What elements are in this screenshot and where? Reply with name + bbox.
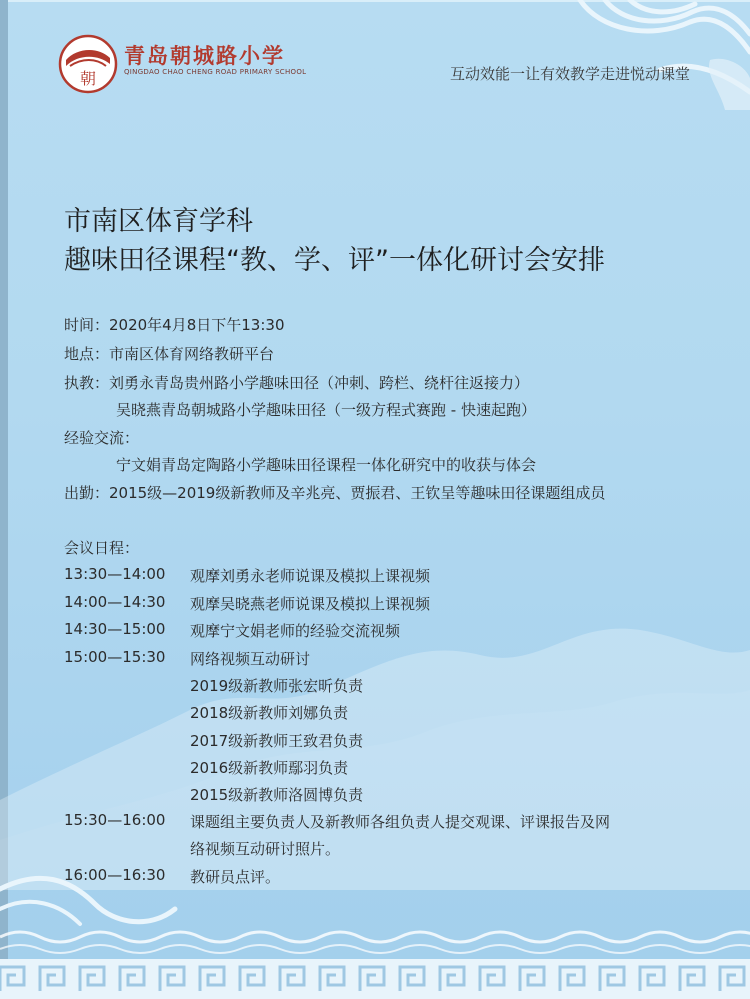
school-name-english: QINGDAO CHAO CHENG ROAD PRIMARY SCHOOL [124,68,307,76]
cloud-ornament-top [510,0,750,110]
info-time: 时间：2020年4月8日下午13:30 [64,316,285,334]
schedule-time: 14:30—15:00 [64,620,166,638]
schedule-time: 14:00—14:30 [64,593,166,611]
school-name: 青岛朝城路小学 [124,44,285,68]
schedule-text: 教研员点评。 [190,868,281,886]
schedule-text: 2017级新教师王致君负责 [190,732,364,750]
info-attendance: 出勤：2015级—2019级新教师及辛兆亮、贾振君、王钦呈等趣味田径课题组成员 [64,484,606,502]
schedule-text: 2018级新教师刘娜负责 [190,704,349,722]
info-teacher-1: 执教：刘勇永青岛贵州路小学趣味田径（冲刺、跨栏、绕杆往返接力） [64,374,530,392]
schedule-label: 会议日程： [64,539,140,557]
schedule-time: 15:00—15:30 [64,648,166,666]
info-teacher-2: 吴晓燕青岛朝城路小学趣味田径（一级方程式赛跑 - 快速起跑） [116,401,536,419]
page-title-line2: 趣味田径课程“教、学、评”一体化研讨会安排 [64,245,605,276]
slogan: 互动效能一让有效教学走进悦动课堂 [449,65,690,83]
schedule-text: 络视频互动研讨照片。 [190,840,341,858]
schedule-text: 观摩宁文娟老师的经验交流视频 [190,622,401,640]
school-logo [58,34,118,94]
schedule-text: 2019级新教师张宏昕负责 [190,677,364,695]
logo-character: 朝 [79,69,97,88]
schedule-text: 2015级新教师洛圆博负责 [190,786,364,804]
schedule-time: 13:30—14:00 [64,565,166,583]
info-exchange: 宁文娟青岛定陶路小学趣味田径课程一体化研究中的收获与体会 [116,456,537,474]
schedule-text: 观摩吴晓燕老师说课及模拟上课视频 [190,595,431,613]
info-exchange-label: 经验交流： [64,429,140,447]
schedule-text: 网络视频互动研讨 [190,650,311,668]
schedule-text: 课题组主要负责人及新教师各组负责人提交观课、评课报告及网 [190,813,611,831]
schedule-time: 15:30—16:00 [64,811,166,829]
schedule-text: 2016级新教师鄢羽负责 [190,759,349,777]
schedule-text: 观摩刘勇永老师说课及模拟上课视频 [190,567,431,585]
schedule-time: 16:00—16:30 [64,866,166,884]
page-title-line1: 市南区体育学科 [64,206,253,237]
info-place: 地点：市南区体育网络教研平台 [64,345,275,363]
